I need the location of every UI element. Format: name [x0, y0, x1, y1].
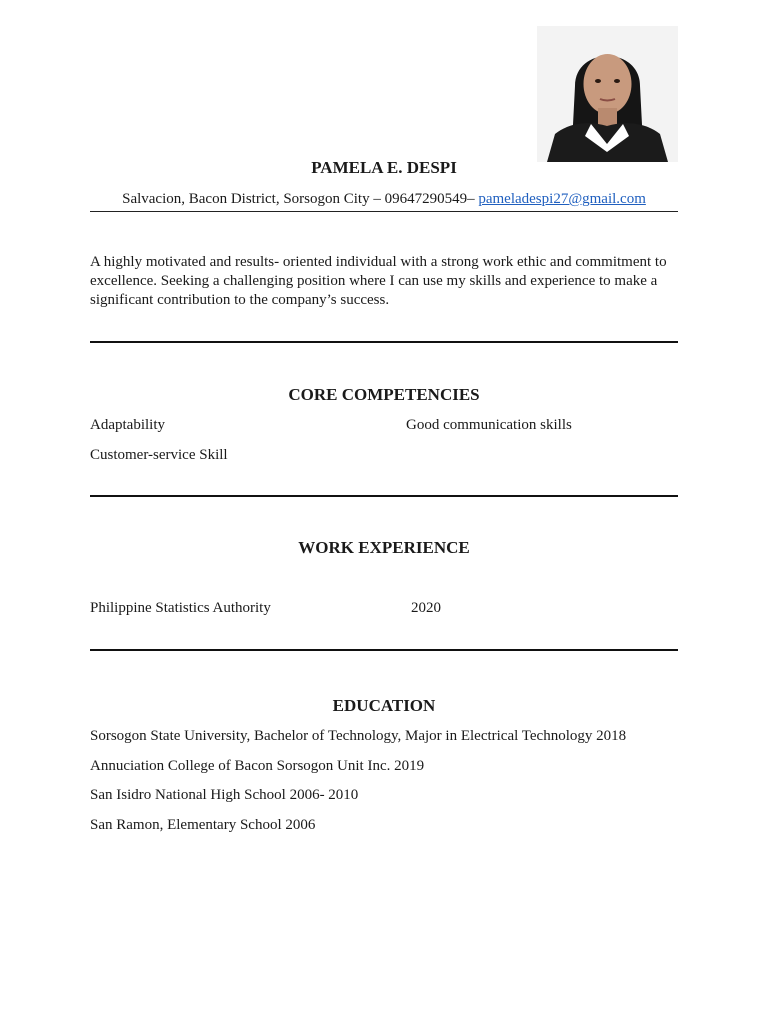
- contact-line: [90, 191, 678, 208]
- section-divider: [90, 495, 678, 497]
- education-entry: Annuciation College of Bacon Sorsogon Unit Inc. 2019: [90, 758, 425, 774]
- work-heading: WORK EXPERIENCE: [298, 538, 470, 557]
- work-year: 2020: [411, 600, 441, 616]
- profile-photo: [537, 26, 678, 162]
- competencies-heading: CORE COMPETENCIES: [288, 385, 480, 404]
- section-divider: [90, 341, 678, 343]
- competency-item: Customer-service Skill: [90, 447, 228, 463]
- education-entry: Sorsogon State University, Bachelor of Technology, Major in Electrical Technology 2018: [90, 728, 627, 744]
- education-entry: San Ramon, Elementary School 2006: [90, 817, 316, 833]
- section-divider: [90, 649, 678, 651]
- candidate-name: PAMELA E. DESPI: [311, 158, 457, 177]
- address-phone: Salvacion, Bacon District, Sorsogon City – 09647290549–: [122, 191, 479, 207]
- header-divider: [90, 211, 678, 212]
- education-heading: EDUCATION: [332, 696, 436, 715]
- work-employer: Philippine Statistics Authority: [90, 600, 271, 616]
- email-link[interactable]: pameladespi27@gmail.com: [478, 191, 646, 207]
- summary-paragraph: A highly motivated and results- oriented individual with a strong work ethic and commitment to excellence. Seeking a challenging position where I can use my skills and experience to make a significant contribution to the company’s success.: [90, 254, 667, 308]
- competency-item: Good communication skills: [406, 417, 572, 433]
- education-entry: San Isidro National High School 2006- 2010: [90, 787, 359, 803]
- competency-item: Adaptability: [90, 417, 165, 433]
